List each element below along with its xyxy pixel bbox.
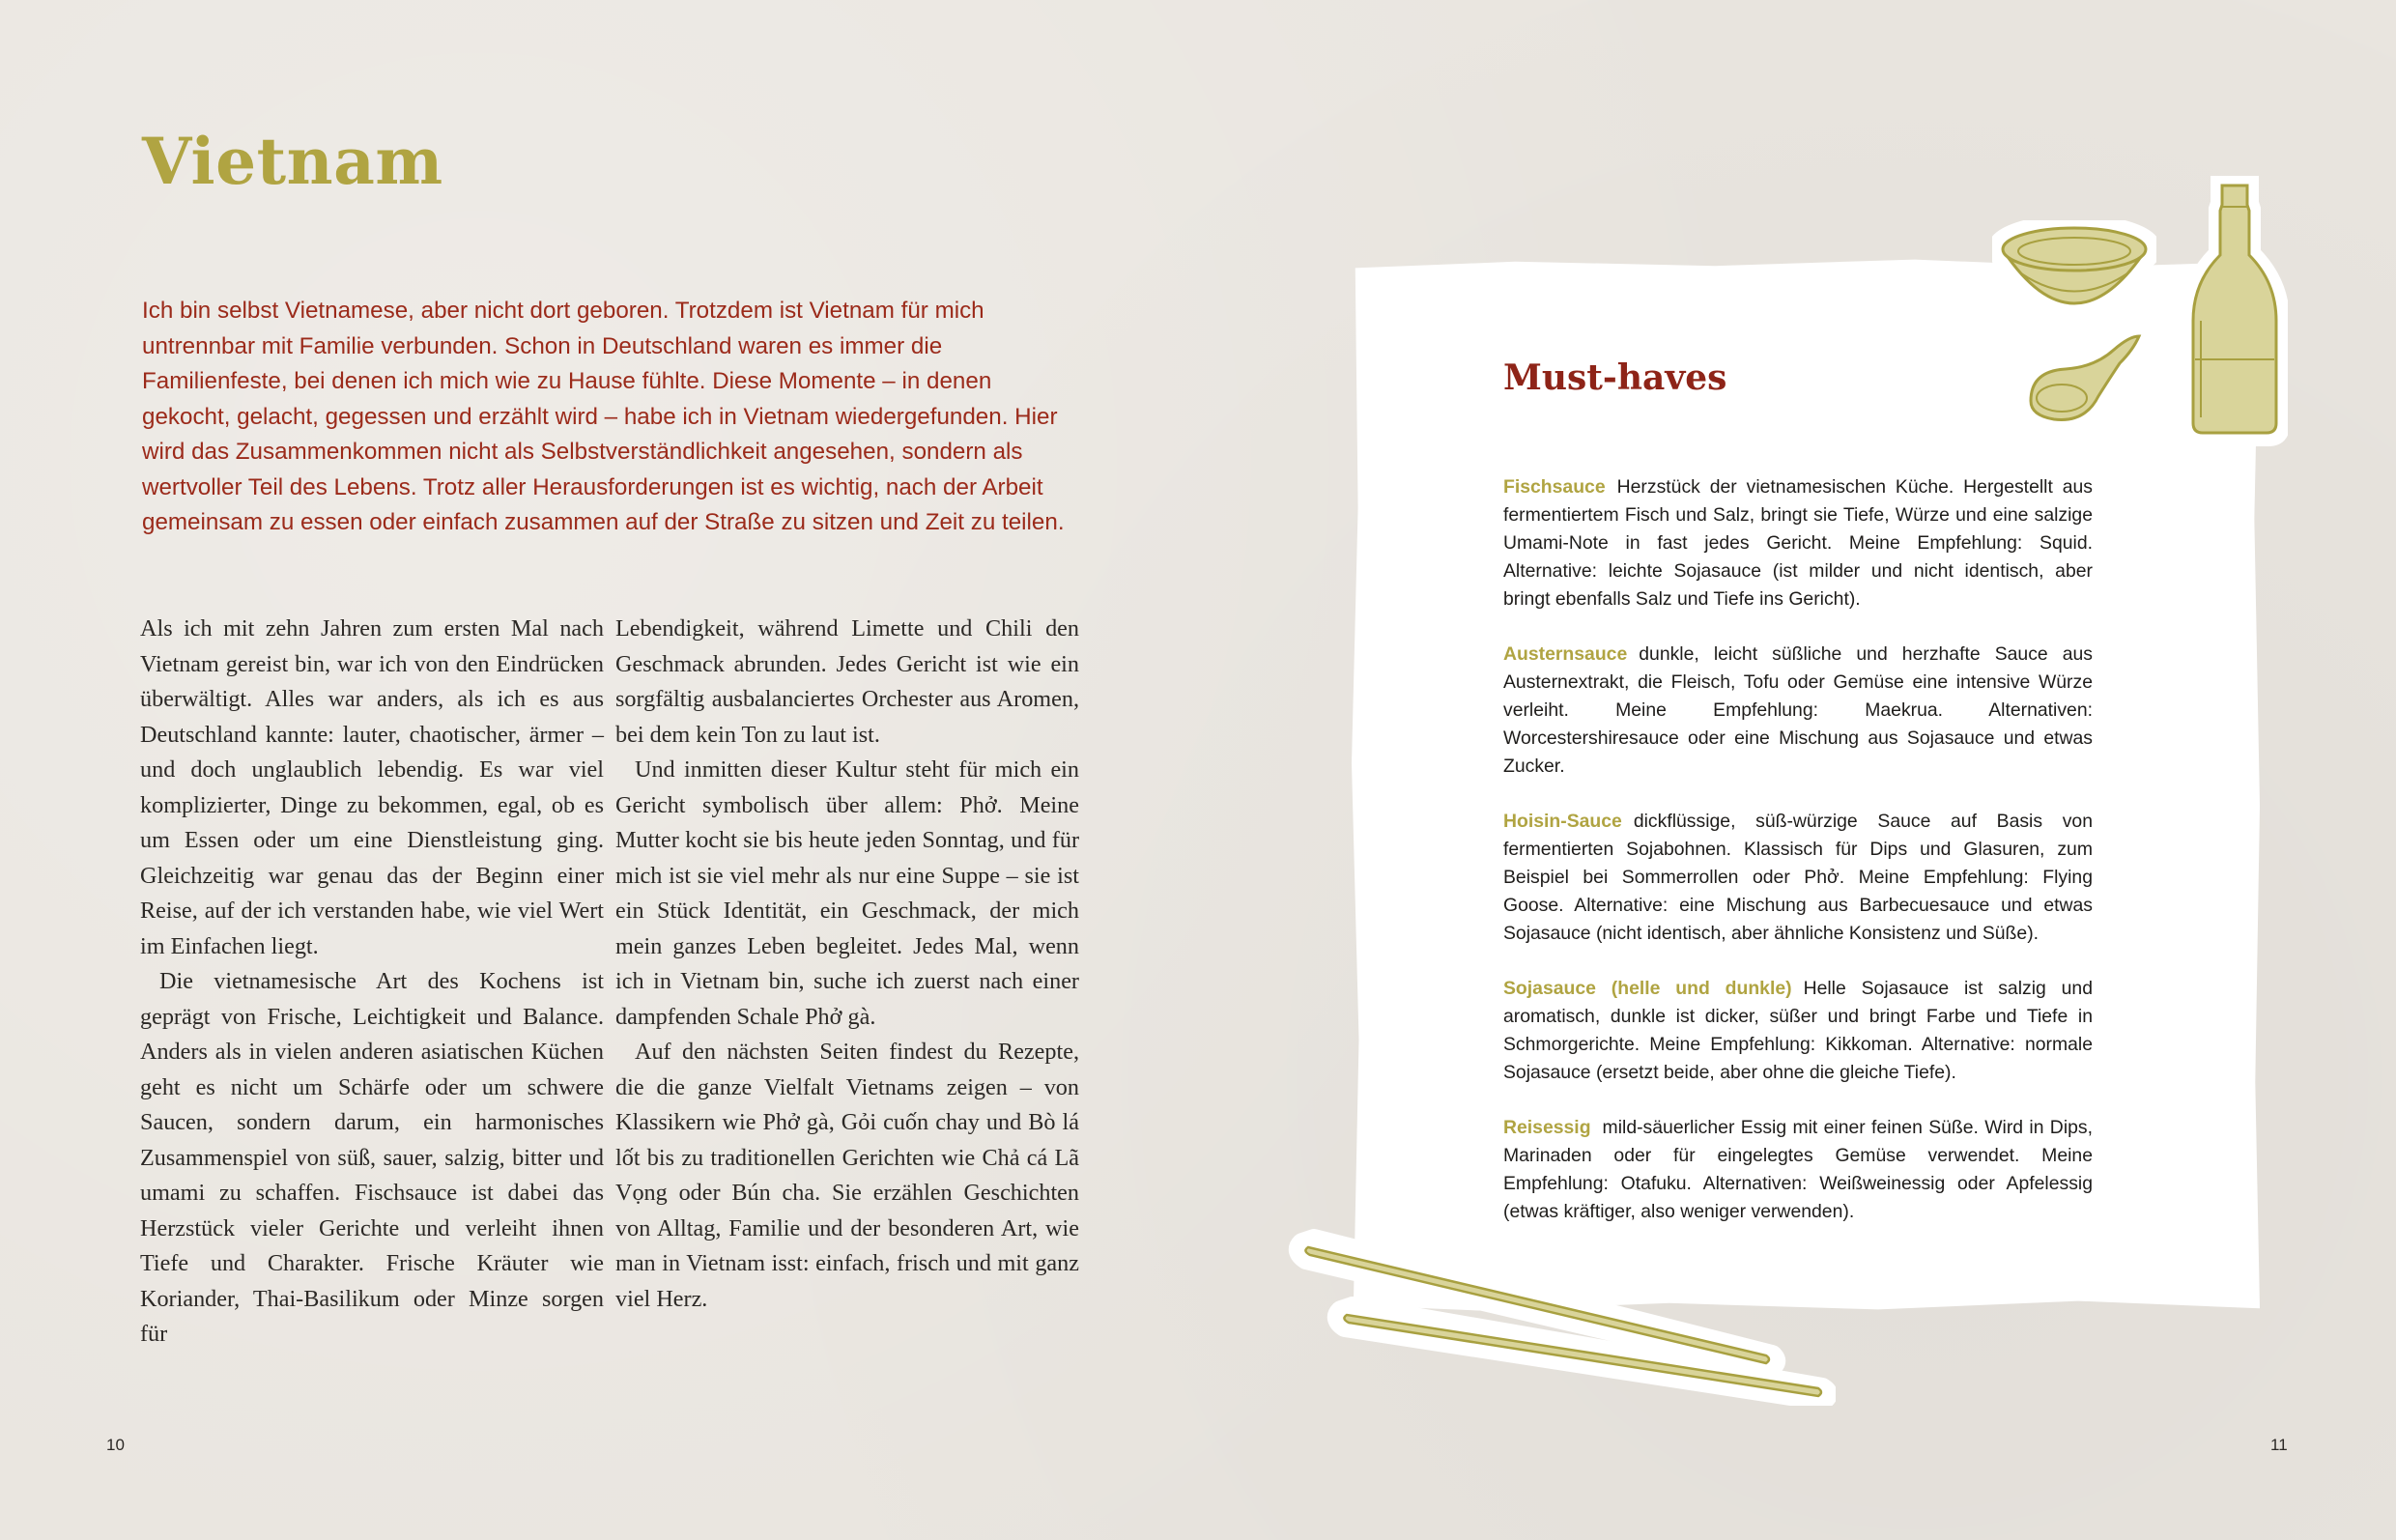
- intro-paragraph: Ich bin selbst Vietnamese, aber nicht dort geboren. Trotzdem ist Vietnam für mich untrennbar mit Familie verbunden. Schon in Deutschland waren es immer die Familienfeste, bei denen ich mich wie zu Hause fühlte. Diese Momente – in denen gekocht, gelacht, gegessen und erzählt wird – habe ich in Vietnam wiedergefunden. Hier wird das Zusammenkommen nicht als Selbstverständlichkeit angesehen, sondern als wertvoller Teil des Lebens. Trotz aller Herausforderungen ist es wichtig, nach der Arbeit gemeinsam zu essen oder einfach zusammen auf der Straße zu sitzen und Zeit zu teilen.: [142, 298, 1065, 535]
- card-title: Must-haves: [1503, 357, 1727, 398]
- page-number-left: 10: [106, 1436, 125, 1454]
- body-paragraph: Als ich mit zehn Jahren zum ersten Mal nach Vietnam gereist bin, war ich von den Eindrücken überwältigt. Alles war anders, als ich es aus Deutschland kannte: lauter, chaotischer, ärmer – und doch unglaublich lebendig. Es war viel komplizierter, Dinge zu bekommen, egal, ob es um Essen oder um eine Dienstleistung ging. Gleichzeitig war genau das der Beginn einer Reise, auf der ich verstanden habe, wie viel Wert im Einfachen liegt.: [140, 615, 604, 959]
- item-text: dunkle, leicht süßliche und herzhafte Sauce aus Austernextrakt, die Fleisch, Tofu oder Gemüse eine intensive Würze verleiht. Meine Empfehlung: Maekrua. Alternativen: Worcestershiresauce oder eine Mischung aus Sojasauce und etwas Zucker.: [1503, 643, 2093, 777]
- item-text: Helle Sojasauce ist salzig und aromatisch, dunkle ist dicker, süßer und bringt Farbe und Tiefe in Schmorgerichte. Meine Empfehlung: Kikkoman. Alternative: normale Sojasauce (ersetzt beide, aber ohne die gleiche Tiefe).: [1503, 978, 2093, 1083]
- bottle-icon: [2182, 176, 2288, 446]
- list-item: [1503, 1114, 2093, 1226]
- spoon-icon: [2017, 319, 2153, 435]
- page-number-right: 11: [2270, 1436, 2288, 1454]
- chopsticks-icon: [1285, 1222, 1836, 1406]
- page-title: Vietnam: [142, 124, 443, 199]
- body-paragraph: Lebendigkeit, während Limette und Chili den Geschmack abrunden. Jedes Gericht ist wie ein sorgfältig ausbalanciertes Orchester aus Aromen, bei dem kein Ton zu laut ist.: [615, 615, 1079, 748]
- body-column-1: [140, 612, 604, 1353]
- must-haves-list: [1503, 473, 2093, 1253]
- list-item: [1503, 641, 2093, 781]
- item-name: Sojasauce (helle und dunkle): [1503, 978, 1792, 999]
- item-text: mild-säuerlicher Essig mit einer feinen Süße. Wird in Dips, Marinaden oder für eingelegtes Gemüse verwendet. Meine Empfehlung: Otafuku. Alternativen: Weißweinessig oder Apfelessig (etwas kräftiger, also weniger verwenden).: [1503, 1117, 2093, 1222]
- list-item: [1503, 808, 2093, 948]
- item-name: Austernsauce: [1503, 643, 1628, 665]
- list-item: [1503, 473, 2093, 613]
- body-paragraph: Die vietnamesische Art des Kochens ist geprägt von Frische, Leichtigkeit und Balance. Anders als in vielen anderen asiatischen Küchen geht es nicht um Schärfe oder um schwere Saucen, sondern darum, ein harmonisches Zusammenspiel von süß, sauer, salzig, bitter und umami zu schaffen. Fischsauce ist dabei das Herzstück vieler Gerichte und verleiht ihnen Tiefe und Charakter. Frische Kräuter wie Koriander, Thai-Basilikum oder Minze sorgen für: [140, 968, 604, 1347]
- item-text: Herzstück der vietnamesischen Küche. Hergestellt aus fermentiertem Fisch und Salz, bringt sie Tiefe, Würze und eine salzige Umami-Note in fast jedes Gericht. Meine Empfehlung: Squid. Alternative: leichte Sojasauce (ist milder und nicht identisch, aber bringt ebenfalls Salz und Tiefe ins Gericht).: [1503, 476, 2093, 610]
- bowl-icon: [1992, 220, 2156, 327]
- body-paragraph: Und inmitten dieser Kultur steht für mich ein Gericht symbolisch über allem: Phở. Meine Mutter kocht sie bis heute jeden Sonntag, und für mich ist sie viel mehr als nur eine Suppe – sie ist ein Stück Identität, ein Geschmack, der mich mein ganzes Leben begleitet. Jedes Mal, wenn ich in Vietnam bin, suche ich zuerst nach einer dampfenden Schale Phở gà.: [615, 756, 1079, 1030]
- item-name: Reisessig: [1503, 1117, 1591, 1138]
- item-text: dickflüssige, süß-würzige Sauce auf Basis von fermentierten Sojabohnen. Klassisch für Dips und Glasuren, zum Beispiel bei Sommerrollen oder Phở. Meine Empfehlung: Flying Goose. Alternative: eine Mischung aus Barbecuesauce und etwas Sojasauce (nicht identisch, aber ähnliche Konsistenz und Süße).: [1503, 811, 2093, 944]
- body-column-2: [615, 612, 1079, 1317]
- list-item: [1503, 975, 2093, 1087]
- item-name: Fischsauce: [1503, 476, 1606, 498]
- item-name: Hoisin-Sauce: [1503, 811, 1622, 832]
- body-paragraph: Auf den nächsten Seiten findest du Rezepte, die die ganze Vielfalt Vietnams zeigen – von Klassikern wie Phở gà, Gỏi cuốn chay und Bò lá lốt bis zu traditionellen Gerichten wie Chả cá Lã Vọng oder Bún cha. Sie erzählen Geschichten von Alltag, Familie und der besonderen Art, wie man in Vietnam isst: einfach, frisch und mit ganz viel Herz.: [615, 1039, 1079, 1312]
